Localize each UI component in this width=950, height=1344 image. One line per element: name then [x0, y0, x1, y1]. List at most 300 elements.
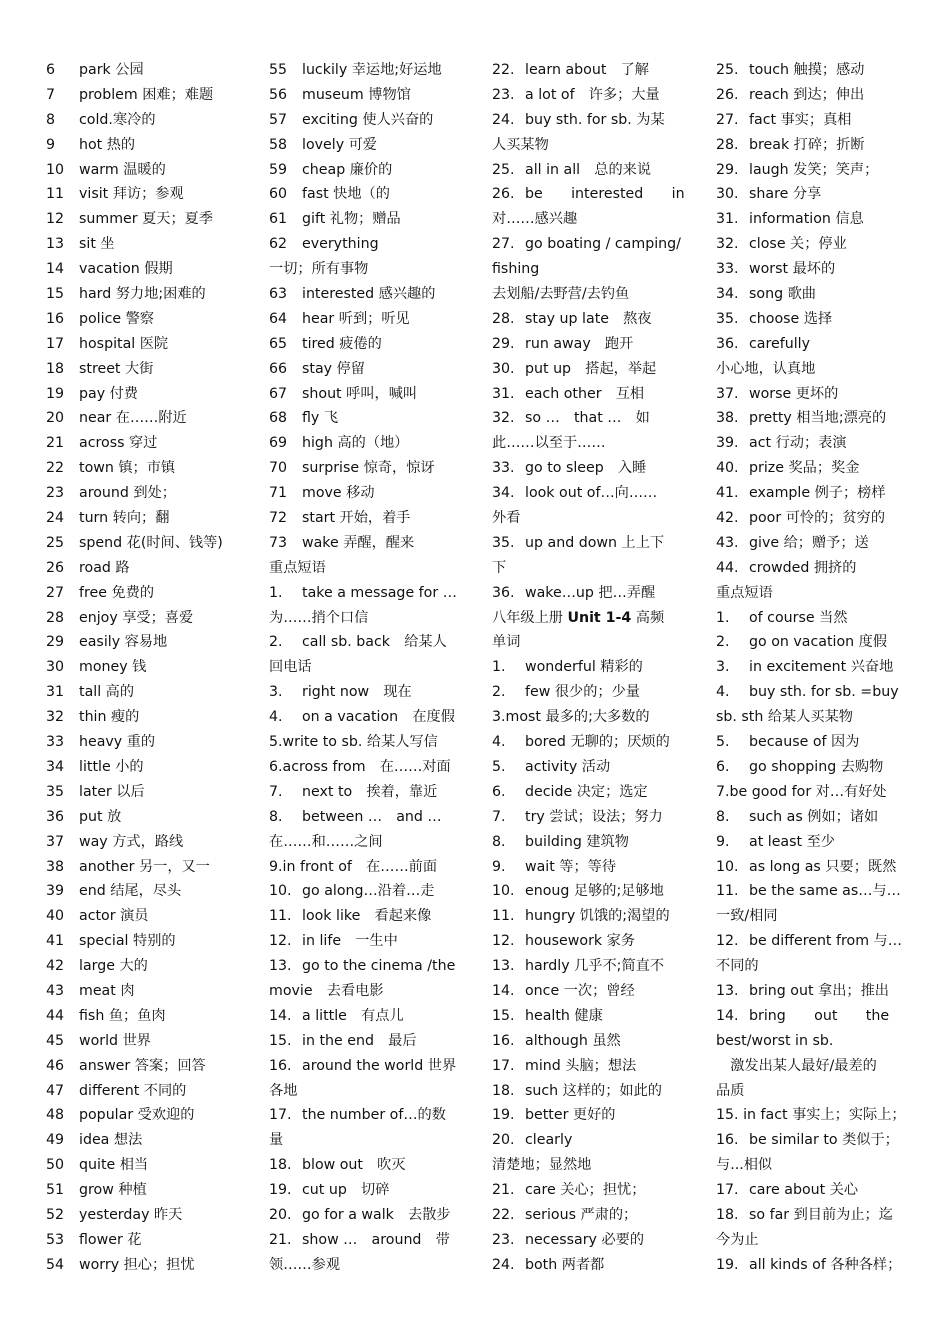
entry-text: buy sth. for sb. =buy — [749, 684, 899, 701]
entry-text: 9.in front of 在……前面 — [269, 858, 438, 875]
entry-text: go along…沿着…走 — [302, 883, 435, 900]
vocab-entry — [716, 1178, 926, 1203]
vocab-entry — [492, 830, 702, 855]
entry-text: 不同的 — [716, 958, 759, 975]
vocab-entry — [492, 705, 702, 730]
entry-text: wait 等；等待 — [525, 858, 617, 875]
entry-text: fish 鱼；鱼肉 — [79, 1007, 166, 1024]
vocab-entry — [716, 382, 926, 407]
entry-text: different 不同的 — [79, 1082, 187, 1099]
entry-number: 43 — [46, 982, 65, 999]
vocab-entry — [269, 805, 479, 830]
entry-text: wake 弄醒，醒来 — [302, 534, 415, 551]
entry-number: 8. — [492, 833, 506, 850]
vocab-entry — [46, 58, 256, 83]
entry-text: choose 选择 — [749, 310, 833, 327]
entry-text: information 信息 — [749, 211, 864, 228]
vocab-entry — [46, 830, 256, 855]
vocab-entry — [269, 581, 479, 606]
entry-text: 15. in fact 事实上；实际上； — [716, 1107, 906, 1124]
vocab-entry — [46, 108, 256, 133]
vocab-entry — [716, 556, 926, 581]
vocab-entry — [46, 805, 256, 830]
vocab-entry — [492, 1054, 702, 1079]
vocab-entry — [492, 929, 702, 954]
entry-text: bring out the — [749, 1007, 890, 1024]
vocab-entry — [46, 506, 256, 531]
entry-text: go boating / camping/ — [525, 236, 681, 253]
vocab-entry — [269, 1153, 479, 1178]
entry-number: 26. — [716, 86, 739, 103]
entry-text: such 这样的；如此的 — [525, 1082, 662, 1099]
entry-number: 23 — [46, 485, 65, 502]
entry-text: show … around 带 — [302, 1231, 450, 1248]
entry-text: museum 博物馆 — [302, 86, 411, 103]
vocab-entry — [716, 257, 926, 282]
vocab-entry — [46, 705, 256, 730]
entry-text: tall 高的 — [79, 684, 135, 701]
vocab-entry — [46, 1103, 256, 1128]
vocab-entry — [269, 1004, 479, 1029]
entry-number: 24. — [492, 1256, 515, 1273]
entry-text: warm 温暖的 — [79, 161, 166, 178]
entry-number: 37 — [46, 833, 65, 850]
vocab-entry — [492, 456, 702, 481]
entry-text: across 穿过 — [79, 435, 158, 452]
entry-text: fact 事实；真相 — [749, 111, 852, 128]
vocab-entry — [716, 805, 926, 830]
vocab-entry — [716, 979, 926, 1004]
entry-text: stay up late 熬夜 — [525, 310, 652, 327]
entry-number: 35. — [716, 310, 739, 327]
entry-text: put up 搭起，举起 — [525, 360, 657, 377]
entry-text: hospital 医院 — [79, 335, 169, 352]
vocab-entry — [492, 606, 702, 631]
vocab-entry — [716, 1253, 926, 1278]
vocab-entry — [716, 108, 926, 133]
entry-number: 17. — [716, 1182, 739, 1199]
entry-number: 8 — [46, 111, 56, 128]
entry-number: 42. — [716, 510, 739, 527]
vocab-entry — [716, 879, 926, 904]
entry-text: cut up 切碎 — [302, 1182, 390, 1199]
entry-number: 56 — [269, 86, 288, 103]
entry-number: 38. — [716, 410, 739, 427]
entry-number: 16. — [492, 1032, 515, 1049]
entry-text: 今为止 — [716, 1231, 759, 1248]
entry-number: 19. — [716, 1256, 739, 1273]
vocab-entry — [269, 58, 479, 83]
entry-text: share 分享 — [749, 186, 822, 203]
vocab-entry — [269, 630, 479, 655]
entry-text: visit 拜访；参观 — [79, 186, 184, 203]
entry-text: 3.most 最多的;大多数的 — [492, 709, 650, 726]
entry-number: 33. — [492, 460, 515, 477]
entry-text: 与...相似 — [716, 1157, 773, 1174]
entry-number: 53 — [46, 1231, 65, 1248]
entry-text: because of 因为 — [749, 734, 860, 751]
entry-number: 13. — [492, 958, 515, 975]
entry-text: buy sth. for sb. 为某 — [525, 111, 665, 128]
entry-number: 36. — [716, 335, 739, 352]
vocab-entry — [716, 1228, 926, 1253]
entry-number: 54 — [46, 1256, 65, 1273]
entry-number: 69 — [269, 435, 288, 452]
entry-text: once 一次；曾经 — [525, 982, 635, 999]
vocab-entry — [46, 855, 256, 880]
vocab-entry — [716, 1128, 926, 1153]
entry-text: health 健康 — [525, 1007, 603, 1024]
entry-text: luckily 幸运地;好运地 — [302, 62, 442, 78]
entry-number: 31 — [46, 684, 65, 701]
vocab-entry — [492, 630, 702, 655]
entry-text: a little 有点儿 — [302, 1007, 404, 1024]
entry-text: grow 种植 — [79, 1182, 147, 1199]
entry-text: 在……和……之间 — [269, 833, 383, 850]
vocab-entry — [492, 979, 702, 1004]
entry-text: activity 活动 — [525, 758, 611, 775]
vocab-entry — [716, 929, 926, 954]
entry-text: both 两者都 — [525, 1256, 605, 1273]
vocab-entry — [716, 780, 926, 805]
entry-number: 34. — [716, 286, 739, 303]
vocab-entry — [716, 830, 926, 855]
vocab-entry — [46, 232, 256, 257]
vocab-entry — [269, 730, 479, 755]
entry-number: 40. — [716, 460, 739, 477]
entry-text: fishing — [492, 261, 540, 278]
entry-number: 6 — [46, 62, 56, 78]
entry-number: 23. — [492, 86, 515, 103]
entry-number: 15. — [269, 1032, 292, 1049]
vocab-entry — [269, 556, 479, 581]
vocab-entry — [269, 929, 479, 954]
entry-number: 21. — [269, 1231, 292, 1248]
entry-text: best/worst in sb. — [716, 1032, 834, 1049]
entry-text: everything — [302, 236, 379, 253]
vocab-entry — [46, 431, 256, 456]
entry-number: 7. — [269, 783, 283, 800]
vocab-entry — [716, 133, 926, 158]
vocab-entry — [46, 382, 256, 407]
entry-text: bring out 拿出；推出 — [749, 982, 889, 999]
entry-number: 18. — [269, 1157, 292, 1174]
entry-number: 17. — [492, 1057, 515, 1074]
vocab-entry — [46, 1128, 256, 1153]
vocab-entry — [492, 282, 702, 307]
vocab-entry — [269, 680, 479, 705]
vocab-entry — [716, 182, 926, 207]
entry-number: 14. — [716, 1007, 739, 1024]
vocab-entry — [492, 182, 702, 207]
entry-number: 18. — [492, 1082, 515, 1099]
vocab-entry — [269, 307, 479, 332]
vocab-entry — [46, 357, 256, 382]
vocab-entry — [492, 58, 702, 83]
entry-text: lovely 可爱 — [302, 136, 377, 153]
entry-text: up and down 上上下 — [525, 534, 665, 551]
vocab-entry — [716, 1079, 926, 1104]
vocab-entry — [492, 83, 702, 108]
entry-text: money 钱 — [79, 659, 147, 676]
vocab-entry — [492, 232, 702, 257]
entry-number: 19 — [46, 385, 65, 402]
entry-text: popular 受欢迎的 — [79, 1107, 195, 1124]
entry-number: 10 — [46, 161, 65, 178]
vocab-entry — [492, 382, 702, 407]
entry-text: laugh 发笑；笑声； — [749, 161, 879, 178]
vocab-entry — [716, 1004, 926, 1029]
vocab-entry — [716, 630, 926, 655]
entry-number: 48 — [46, 1107, 65, 1124]
vocab-entry — [716, 755, 926, 780]
entry-number: 35 — [46, 783, 65, 800]
entry-text: hardly 几乎不;简直不 — [525, 958, 665, 975]
entry-number: 38 — [46, 858, 65, 875]
entry-text: cheap 廉价的 — [302, 161, 393, 178]
vocab-entry — [492, 680, 702, 705]
entry-number: 1. — [269, 584, 283, 601]
entry-text: act 行动；表演 — [749, 435, 847, 452]
entry-text: in life 一生中 — [302, 933, 398, 950]
entry-number: 12. — [269, 933, 292, 950]
vocab-entry — [269, 879, 479, 904]
vocab-entry — [269, 1029, 479, 1054]
vocab-entry — [492, 506, 702, 531]
vocab-entry — [492, 1153, 702, 1178]
vocab-entry — [46, 332, 256, 357]
entry-text: little 小的 — [79, 758, 144, 775]
entry-text: next to 挨着，靠近 — [302, 783, 438, 800]
entry-number: 58 — [269, 136, 288, 153]
entry-number: 22 — [46, 460, 65, 477]
entry-text: go on vacation 度假 — [749, 634, 888, 651]
entry-number: 39. — [716, 435, 739, 452]
entry-number: 25. — [492, 161, 515, 178]
entry-text: learn about 了解 — [525, 62, 649, 78]
entry-text: a lot of 许多；大量 — [525, 86, 660, 103]
vocab-entry — [46, 1029, 256, 1054]
entry-text: 下 — [492, 559, 507, 576]
entry-number: 18. — [716, 1206, 739, 1223]
entry-text: 清楚地；显然地 — [492, 1157, 592, 1174]
entry-number: 4. — [716, 684, 730, 701]
entry-text: surprise 惊奇，惊讶 — [302, 460, 435, 477]
entry-number: 14 — [46, 261, 65, 278]
vocab-entry — [269, 531, 479, 556]
entry-number: 27. — [492, 236, 515, 253]
entry-number: 45 — [46, 1032, 65, 1049]
entry-text: necessary 必要的 — [525, 1231, 645, 1248]
vocab-entry — [269, 780, 479, 805]
entry-text: enoug 足够的;足够地 — [525, 883, 664, 900]
entry-text: all in all 总的来说 — [525, 161, 652, 178]
vocab-entry — [269, 481, 479, 506]
vocab-entry — [716, 680, 926, 705]
entry-number: 10. — [716, 858, 739, 875]
entry-text: 单词 — [492, 634, 521, 651]
entry-text: go to sleep 入睡 — [525, 460, 647, 477]
entry-text: poor 可怜的；贫穷的 — [749, 510, 886, 527]
entry-text: few 很少的；少量 — [525, 684, 640, 701]
entry-text: be the same as…与… — [749, 883, 901, 900]
vocab-entry — [492, 755, 702, 780]
entry-number: 62 — [269, 236, 288, 253]
vocab-entry — [46, 979, 256, 1004]
entry-number: 7 — [46, 86, 56, 103]
vocab-entry — [269, 1203, 479, 1228]
vocab-entry — [716, 705, 926, 730]
entry-text: in the end 最后 — [302, 1032, 417, 1049]
entry-text: large 大的 — [79, 958, 148, 975]
entry-text: run away 跑开 — [525, 335, 634, 352]
entry-text: 一切；所有事物 — [269, 261, 369, 278]
vocab-entry — [716, 232, 926, 257]
vocab-entry — [46, 1253, 256, 1278]
vocab-entry — [716, 1153, 926, 1178]
entry-text: at least 至少 — [749, 833, 835, 850]
vocab-entry — [716, 1203, 926, 1228]
entry-number: 5. — [716, 734, 730, 751]
entry-text: go shopping 去购物 — [749, 758, 884, 775]
vocab-entry — [46, 680, 256, 705]
vocab-entry — [492, 904, 702, 929]
vocab-entry — [716, 581, 926, 606]
entry-text: idea 想法 — [79, 1132, 143, 1149]
entry-text: way 方式，路线 — [79, 833, 184, 850]
entry-text: wonderful 精彩的 — [525, 659, 643, 676]
vocab-entry — [269, 855, 479, 880]
entry-number: 13. — [716, 982, 739, 999]
vocab-entry — [716, 506, 926, 531]
vocab-entry — [269, 506, 479, 531]
vocab-entry — [46, 282, 256, 307]
vocab-entry — [46, 780, 256, 805]
entry-text: mind 头脑；想法 — [525, 1057, 637, 1074]
entry-text: be interested in — [525, 186, 685, 203]
entry-text: try 尝试；设法；努力 — [525, 808, 663, 825]
entry-text: so … that … 如 — [525, 410, 650, 427]
entry-number: 12. — [716, 933, 739, 950]
vocab-entry — [492, 581, 702, 606]
entry-number: 32. — [492, 410, 515, 427]
column-1 — [46, 58, 256, 1278]
entry-text: sb. sth 给某人买某物 — [716, 709, 853, 726]
vocab-entry — [269, 830, 479, 855]
vocab-entry — [492, 257, 702, 282]
entry-text: road 路 — [79, 559, 130, 576]
entry-text: movie 去看电影 — [269, 982, 384, 999]
entry-number: 13 — [46, 236, 65, 253]
entry-number: 15 — [46, 286, 65, 303]
entry-number: 4. — [269, 709, 283, 726]
entry-text: summer 夏天；夏季 — [79, 211, 214, 228]
entry-text: heavy 重的 — [79, 734, 156, 751]
entry-text: each other 互相 — [525, 385, 645, 402]
entry-number: 12. — [492, 933, 515, 950]
entry-number: 37. — [716, 385, 739, 402]
entry-text: around the world 世界 — [302, 1057, 457, 1074]
entry-text: so far 到目前为止；迄 — [749, 1206, 893, 1223]
entry-number: 18 — [46, 360, 65, 377]
vocab-entry — [492, 780, 702, 805]
vocab-entry — [46, 406, 256, 431]
entry-number: 1. — [492, 659, 506, 676]
vocab-entry — [716, 531, 926, 556]
entry-text: the number of…的数 — [302, 1107, 446, 1124]
vocab-entry — [492, 1253, 702, 1278]
vocab-entry — [716, 158, 926, 183]
vocab-entry — [492, 108, 702, 133]
entry-text: example 例子；榜样 — [749, 485, 886, 502]
entry-text: 去划船/去野营/去钓鱼 — [492, 286, 630, 303]
entry-text: end 结尾，尽头 — [79, 883, 182, 900]
entry-number: 8. — [269, 808, 283, 825]
vocab-entry — [492, 1079, 702, 1104]
entry-text: world 世界 — [79, 1032, 151, 1049]
entry-number: 63 — [269, 286, 288, 303]
entry-number: 43. — [716, 534, 739, 551]
vocab-entry — [492, 730, 702, 755]
entry-text: shout 呼叫，喊叫 — [302, 385, 418, 402]
entry-number: 39 — [46, 883, 65, 900]
entry-text: cold.寒冷的 — [79, 111, 156, 128]
entry-number: 10. — [269, 883, 292, 900]
entry-number: 7. — [492, 808, 506, 825]
entry-text: give 给；赠予；送 — [749, 534, 869, 551]
entry-text: 重点短语 — [269, 559, 326, 576]
vocab-entry — [269, 108, 479, 133]
entry-text: care about 关心 — [749, 1182, 859, 1199]
entry-text: go for a walk 去散步 — [302, 1206, 451, 1223]
entry-number: 30 — [46, 659, 65, 676]
entry-text: touch 触摸；感动 — [749, 62, 865, 78]
entry-text: interested 感兴趣的 — [302, 286, 436, 303]
entry-text: later 以后 — [79, 783, 145, 800]
entry-text: call sb. back 给某人 — [302, 634, 447, 651]
entry-number: 60 — [269, 186, 288, 203]
vocab-entry — [46, 307, 256, 332]
vocab-entry — [716, 207, 926, 232]
entry-text: special 特别的 — [79, 933, 176, 950]
vocab-entry — [269, 158, 479, 183]
vocab-entry — [269, 406, 479, 431]
entry-text: carefully — [749, 335, 811, 352]
entry-number: 28. — [492, 310, 515, 327]
entry-text: flower 花 — [79, 1231, 142, 1248]
vocab-entry — [269, 954, 479, 979]
vocab-entry — [269, 1128, 479, 1153]
entry-number: 28. — [716, 136, 739, 153]
vocab-entry — [46, 755, 256, 780]
entry-text: answer 答案；回答 — [79, 1057, 206, 1074]
entry-number: 16. — [269, 1057, 292, 1074]
vocab-entry — [492, 855, 702, 880]
entry-text: high 高的（地） — [302, 435, 409, 452]
vocab-entry — [492, 406, 702, 431]
vocab-entry — [46, 606, 256, 631]
entry-text: pay 付费 — [79, 385, 138, 402]
entry-text: be different from 与… — [749, 933, 902, 950]
entry-text: fast 快地（的 — [302, 186, 390, 203]
entry-text: 为……捎个口信 — [269, 609, 369, 626]
entry-text: blow out 吹灭 — [302, 1157, 406, 1174]
entry-number: 70 — [269, 460, 288, 477]
entry-text: spend 花(时间、钱等) — [79, 534, 223, 551]
entry-text: gift 礼物；赠品 — [302, 211, 401, 228]
entry-text: 八年级上册 Unit 1-4 高频 — [492, 609, 665, 626]
entry-number: 19. — [492, 1107, 515, 1124]
